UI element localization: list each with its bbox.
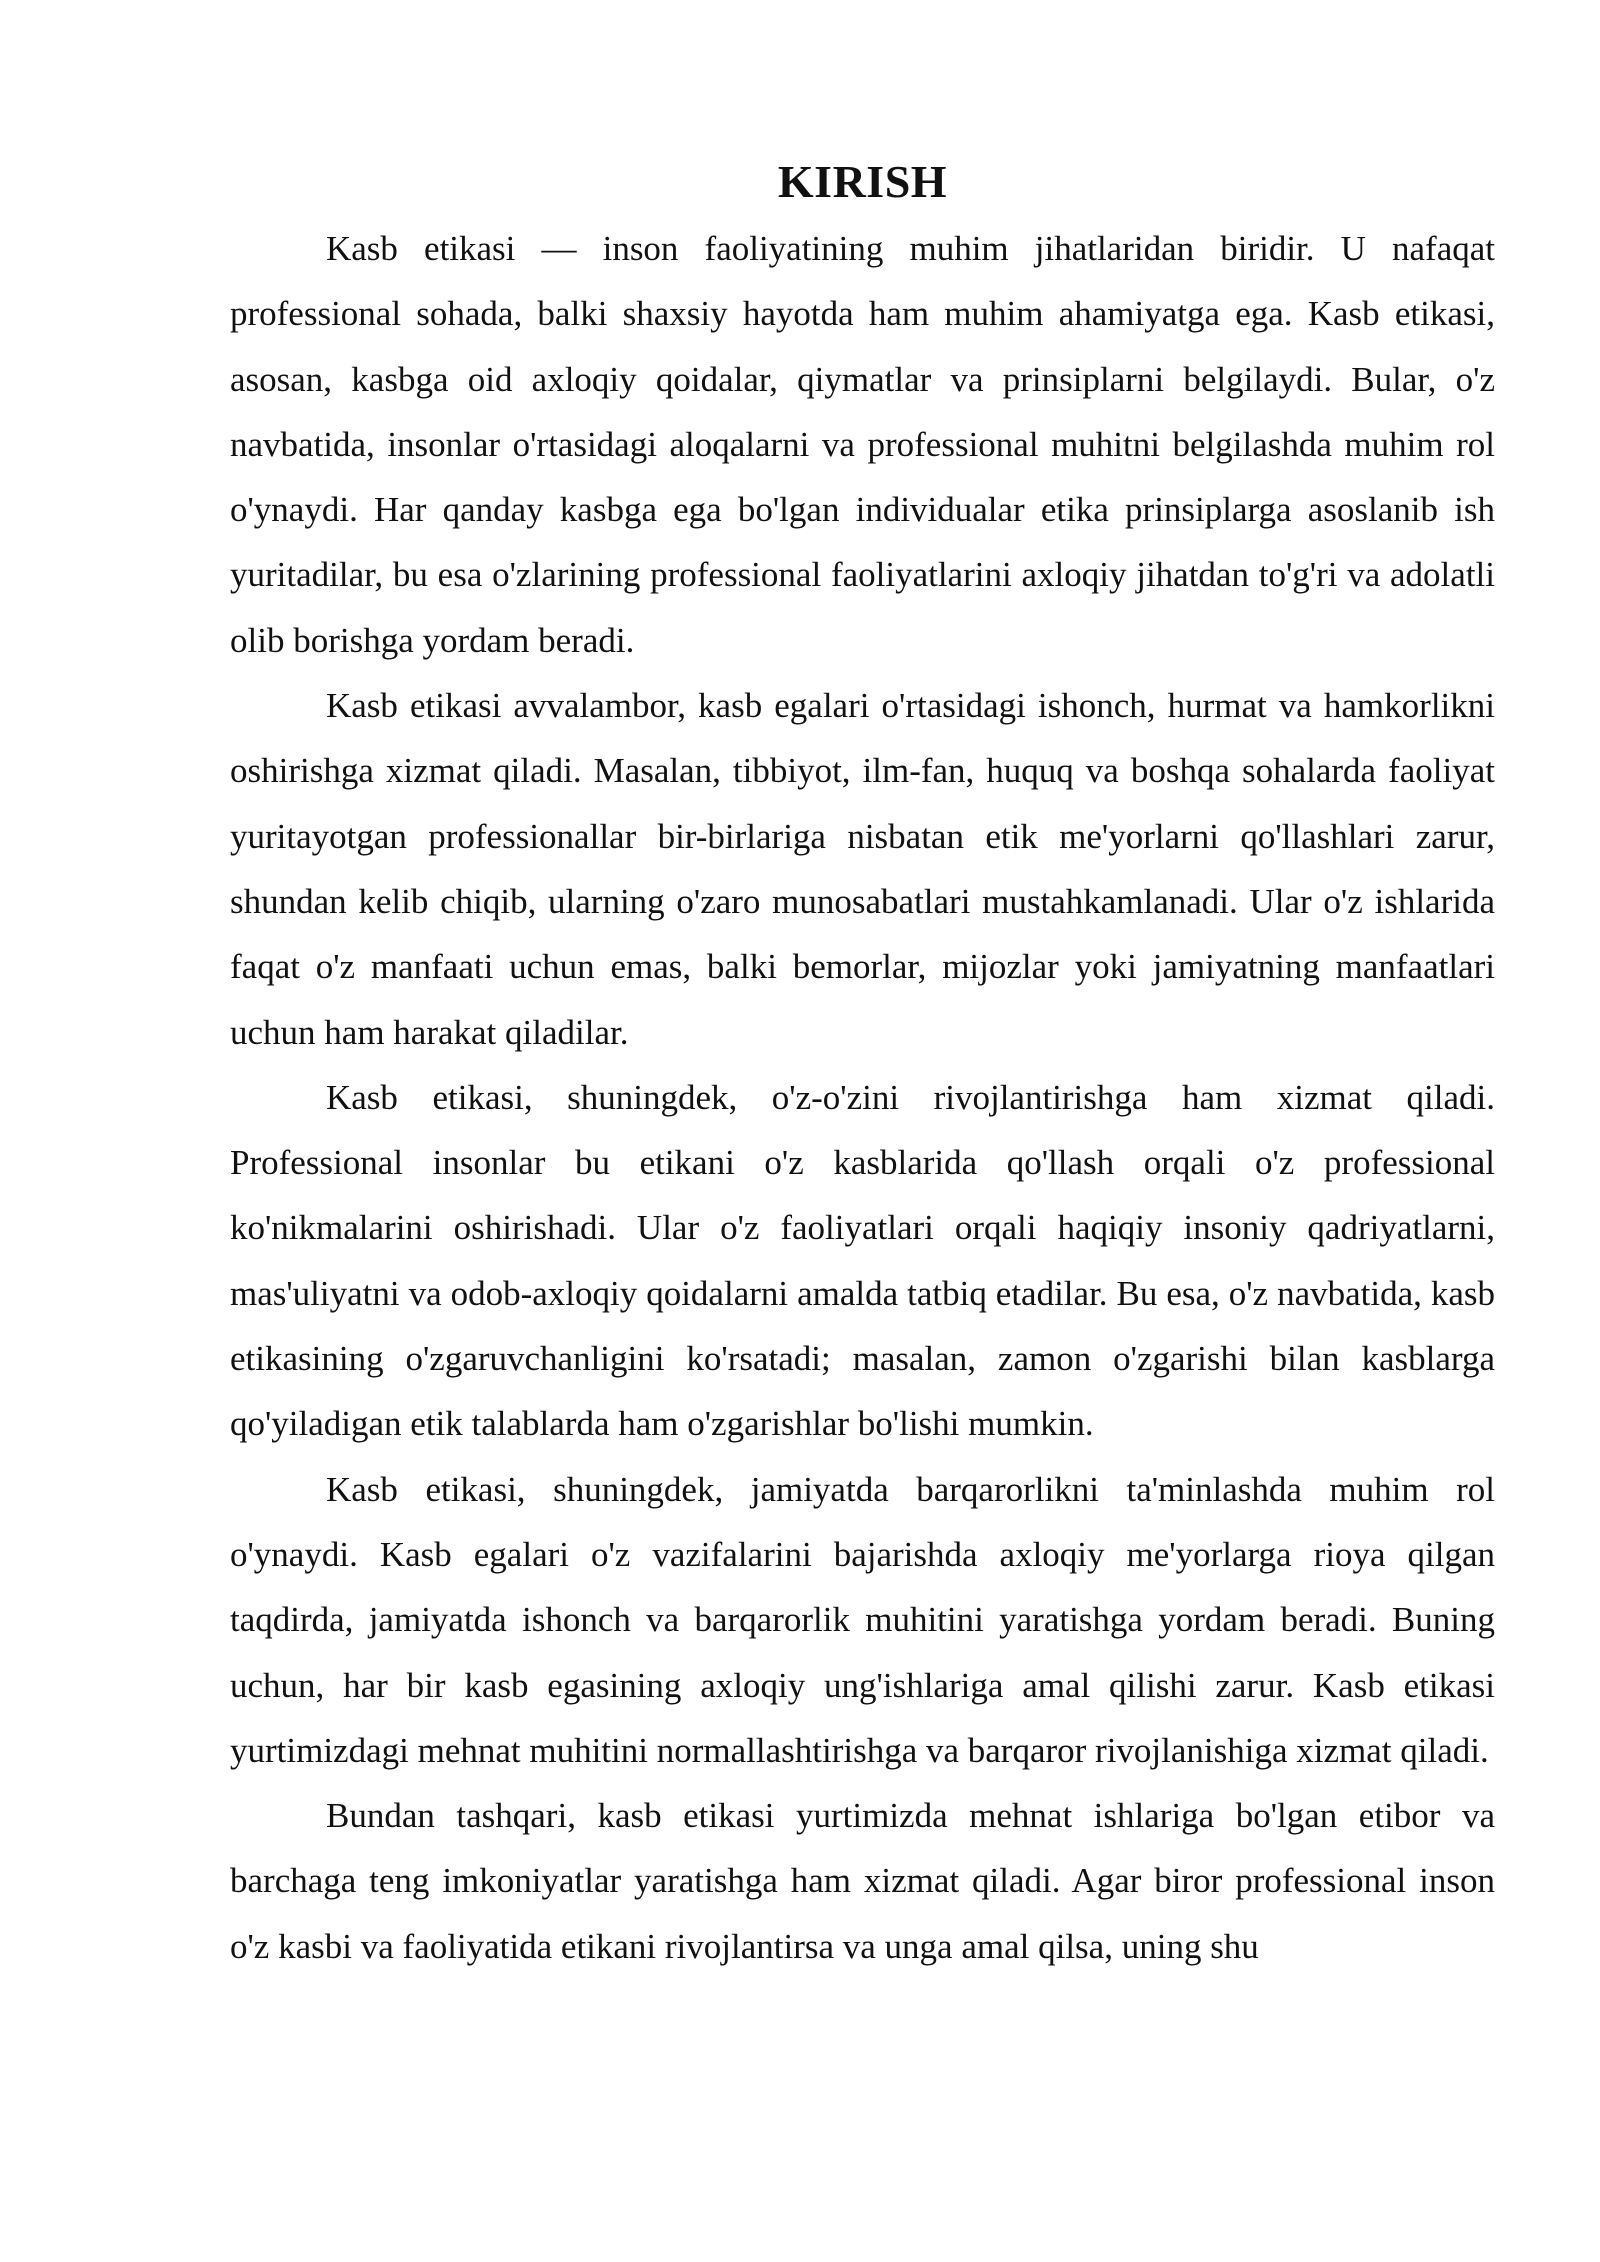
paragraph-2: Kasb etikasi avvalambor, kasb egalari o'rtasidagi ishonch, hurmat va hamkorlikni oshirishga xizmat qiladi. Masalan, tibbiyot, ilm-fan, huquq va boshqa sohalarda faoliyat yuritayotgan professionallar bir-birlariga nisbatan etik me'yorlarni qo'llashlari zarur, shundan kelib chiqib, ularning o'zaro munosabatlari mustahkamlanadi. Ular o'z ishlarida faqat o'z manfaati uchun emas, balki bemorlar, mijozlar yoki jamiyatning manfaatlari uchun ham harakat qiladilar. (230, 686, 1495, 1052)
paragraph-5: Bundan tashqari, kasb etikasi yurtimizda mehnat ishlariga bo'lgan etibor va barchaga teng imkoniyatlar yaratishga ham xizmat qiladi. Agar biror professional inson o'z kasbi va faoliyatida etikani rivojlantirsa va unga amal qilsa, uning shu (230, 1796, 1495, 1966)
paragraph-1: Kasb etikasi — inson faoliyatining muhim jihatlaridan biridir. U nafaqat professional sohada, balki shaxsiy hayotda ham muhim ahamiyatga ega. Kasb etikasi, asosan, kasbga oid axloqiy qoidalar, qiymatlar va prinsiplarni belgilaydi. Bular, o'z navbatida, insonlar o'rtasidagi aloqalarni va professional muhitni belgilashda muhim rol o'ynaydi. Har qanday kasbga ega bo'lgan individualar etika prinsiplarga asoslanib ish yuritadilar, bu esa o'zlarining professional faoliyatlarini axloqiy jihatdan to'g'ri va adolatli olib borishga yordam beradi. (230, 229, 1495, 660)
paragraph-4: Kasb etikasi, shuningdek, jamiyatda barqarorlikni ta'minlashda muhim rol o'ynaydi. Kasb egalari o'z vazifalarini bajarishda axloqiy me'yorlarga rioya qilgan taqdirda, jamiyatda ishonch va barqarorlik muhitini yaratishga yordam beradi. Buning uchun, har bir kasb egasining axloqiy ung'ishlariga amal qilishi zarur. Kasb etikasi yurtimizdagi mehnat muhitini normallashtirishga va barqaror rivojlanishiga xizmat qiladi. (230, 1469, 1495, 1770)
paragraph-3: Kasb etikasi, shuningdek, o'z-o'zini rivojlantirishga ham xizmat qiladi. Professional insonlar bu etikani o'z kasblarida qo'llash orqali o'z professional ko'nikmalarini oshirishadi. Ular o'z faoliyatlari orqali haqiqiy insoniy qadriyatlarni, mas'uliyatni va odob-axloqiy qoidalarni amalda tatbiq etadilar. Bu esa, o'z navbatida, kasb etikasining o'zgaruvchanligini ko'rsatadi; masalan, zamon o'zgarishi bilan kasblarga qo'yiladigan etik talablarda ham o'zgarishlar bo'lishi mumkin. (230, 1077, 1495, 1444)
document-body (230, 150, 1495, 1979)
page-title: KIRISH (777, 156, 948, 207)
